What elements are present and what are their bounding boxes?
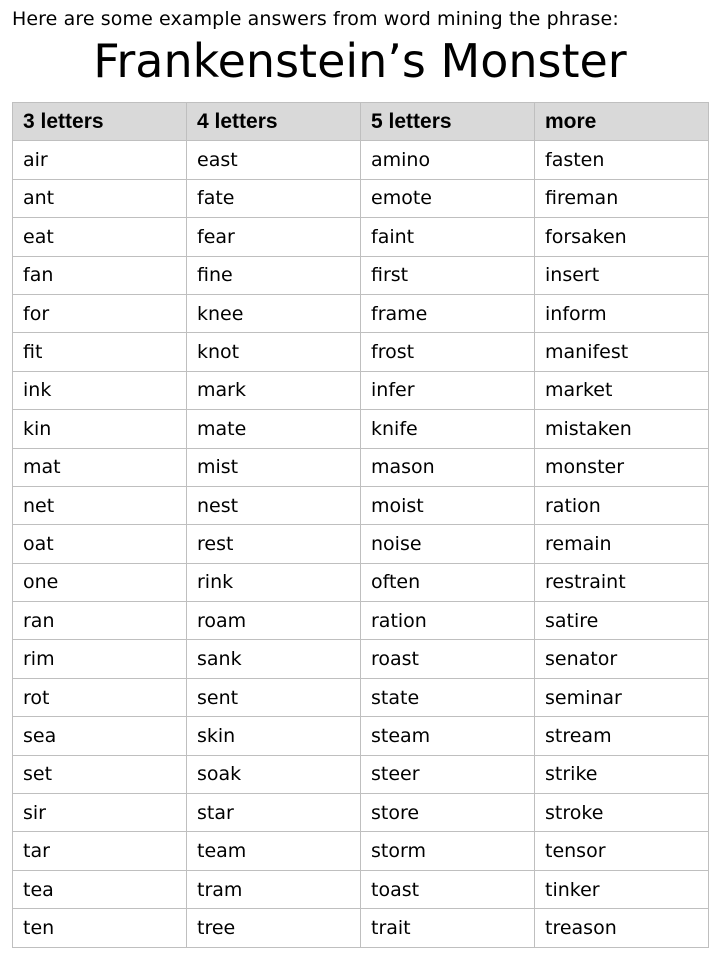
five-letter-word: first (361, 256, 535, 294)
three-letter-word: ran (13, 602, 187, 640)
table-row (13, 717, 709, 755)
three-letter-word: kin (13, 410, 187, 448)
four-letter-word: rink (187, 563, 361, 601)
three-letter-word: tar (13, 832, 187, 870)
three-letter-word: rot (13, 678, 187, 716)
five-letter-word: emote (361, 179, 535, 217)
table-row (13, 602, 709, 640)
four-letter-word: star (187, 794, 361, 832)
table-row (13, 640, 709, 678)
three-letter-word: rim (13, 640, 187, 678)
three-letter-word: sir (13, 794, 187, 832)
four-letter-word: fate (187, 179, 361, 217)
page-title: Frankenstein’s Monster (93, 34, 627, 88)
three-letter-word: for (13, 294, 187, 332)
longer-word: fireman (535, 179, 709, 217)
five-letter-word: trait (361, 909, 535, 947)
longer-word: inform (535, 294, 709, 332)
longer-word: mistaken (535, 410, 709, 448)
longer-word: fasten (535, 141, 709, 179)
five-letter-word: steam (361, 717, 535, 755)
table-row (13, 563, 709, 601)
longer-word: restraint (535, 563, 709, 601)
table-row (13, 218, 709, 256)
longer-word: senator (535, 640, 709, 678)
longer-word: stroke (535, 794, 709, 832)
header-5-letters: 5 letters (361, 103, 535, 141)
five-letter-word: state (361, 678, 535, 716)
five-letter-word: store (361, 794, 535, 832)
table-row (13, 832, 709, 870)
three-letter-word: air (13, 141, 187, 179)
intro-text: Here are some example answers from word mining the phrase: (12, 8, 619, 30)
table-row (13, 333, 709, 371)
longer-word: seminar (535, 678, 709, 716)
table-row (13, 755, 709, 793)
four-letter-word: team (187, 832, 361, 870)
four-letter-word: fine (187, 256, 361, 294)
table-row (13, 909, 709, 947)
five-letter-word: toast (361, 870, 535, 908)
header-more: more (535, 103, 709, 141)
five-letter-word: noise (361, 525, 535, 563)
longer-word: market (535, 371, 709, 409)
table-row (13, 678, 709, 716)
word-rows (13, 141, 709, 947)
five-letter-word: mason (361, 448, 535, 486)
longer-word: tensor (535, 832, 709, 870)
table-row (13, 794, 709, 832)
three-letter-word: ant (13, 179, 187, 217)
table-row (13, 870, 709, 908)
table-row (13, 410, 709, 448)
five-letter-word: roast (361, 640, 535, 678)
three-letter-word: ten (13, 909, 187, 947)
four-letter-word: knee (187, 294, 361, 332)
four-letter-word: roam (187, 602, 361, 640)
three-letter-word: set (13, 755, 187, 793)
table-row (13, 525, 709, 563)
three-letter-word: oat (13, 525, 187, 563)
longer-word: insert (535, 256, 709, 294)
four-letter-word: mate (187, 410, 361, 448)
longer-word: stream (535, 717, 709, 755)
longer-word: manifest (535, 333, 709, 371)
five-letter-word: amino (361, 141, 535, 179)
table-row (13, 179, 709, 217)
four-letter-word: skin (187, 717, 361, 755)
longer-word: remain (535, 525, 709, 563)
five-letter-word: faint (361, 218, 535, 256)
longer-word: forsaken (535, 218, 709, 256)
four-letter-word: sank (187, 640, 361, 678)
four-letter-word: east (187, 141, 361, 179)
three-letter-word: one (13, 563, 187, 601)
five-letter-word: steer (361, 755, 535, 793)
four-letter-word: soak (187, 755, 361, 793)
header-row (13, 103, 709, 141)
table-row (13, 486, 709, 524)
three-letter-word: ink (13, 371, 187, 409)
five-letter-word: moist (361, 486, 535, 524)
table-row (13, 141, 709, 179)
four-letter-word: nest (187, 486, 361, 524)
word-table (12, 102, 709, 948)
three-letter-word: eat (13, 218, 187, 256)
four-letter-word: fear (187, 218, 361, 256)
three-letter-word: mat (13, 448, 187, 486)
longer-word: treason (535, 909, 709, 947)
table-row (13, 371, 709, 409)
four-letter-word: mist (187, 448, 361, 486)
table-row (13, 256, 709, 294)
five-letter-word: often (361, 563, 535, 601)
five-letter-word: frame (361, 294, 535, 332)
five-letter-word: ration (361, 602, 535, 640)
three-letter-word: fan (13, 256, 187, 294)
header-3-letters: 3 letters (13, 103, 187, 141)
three-letter-word: net (13, 486, 187, 524)
longer-word: monster (535, 448, 709, 486)
longer-word: strike (535, 755, 709, 793)
four-letter-word: sent (187, 678, 361, 716)
table-row (13, 294, 709, 332)
three-letter-word: fit (13, 333, 187, 371)
three-letter-word: sea (13, 717, 187, 755)
five-letter-word: knife (361, 410, 535, 448)
longer-word: satire (535, 602, 709, 640)
four-letter-word: knot (187, 333, 361, 371)
five-letter-word: storm (361, 832, 535, 870)
longer-word: tinker (535, 870, 709, 908)
table-row (13, 448, 709, 486)
four-letter-word: mark (187, 371, 361, 409)
five-letter-word: infer (361, 371, 535, 409)
header-4-letters: 4 letters (187, 103, 361, 141)
four-letter-word: tram (187, 870, 361, 908)
four-letter-word: rest (187, 525, 361, 563)
four-letter-word: tree (187, 909, 361, 947)
five-letter-word: frost (361, 333, 535, 371)
longer-word: ration (535, 486, 709, 524)
three-letter-word: tea (13, 870, 187, 908)
